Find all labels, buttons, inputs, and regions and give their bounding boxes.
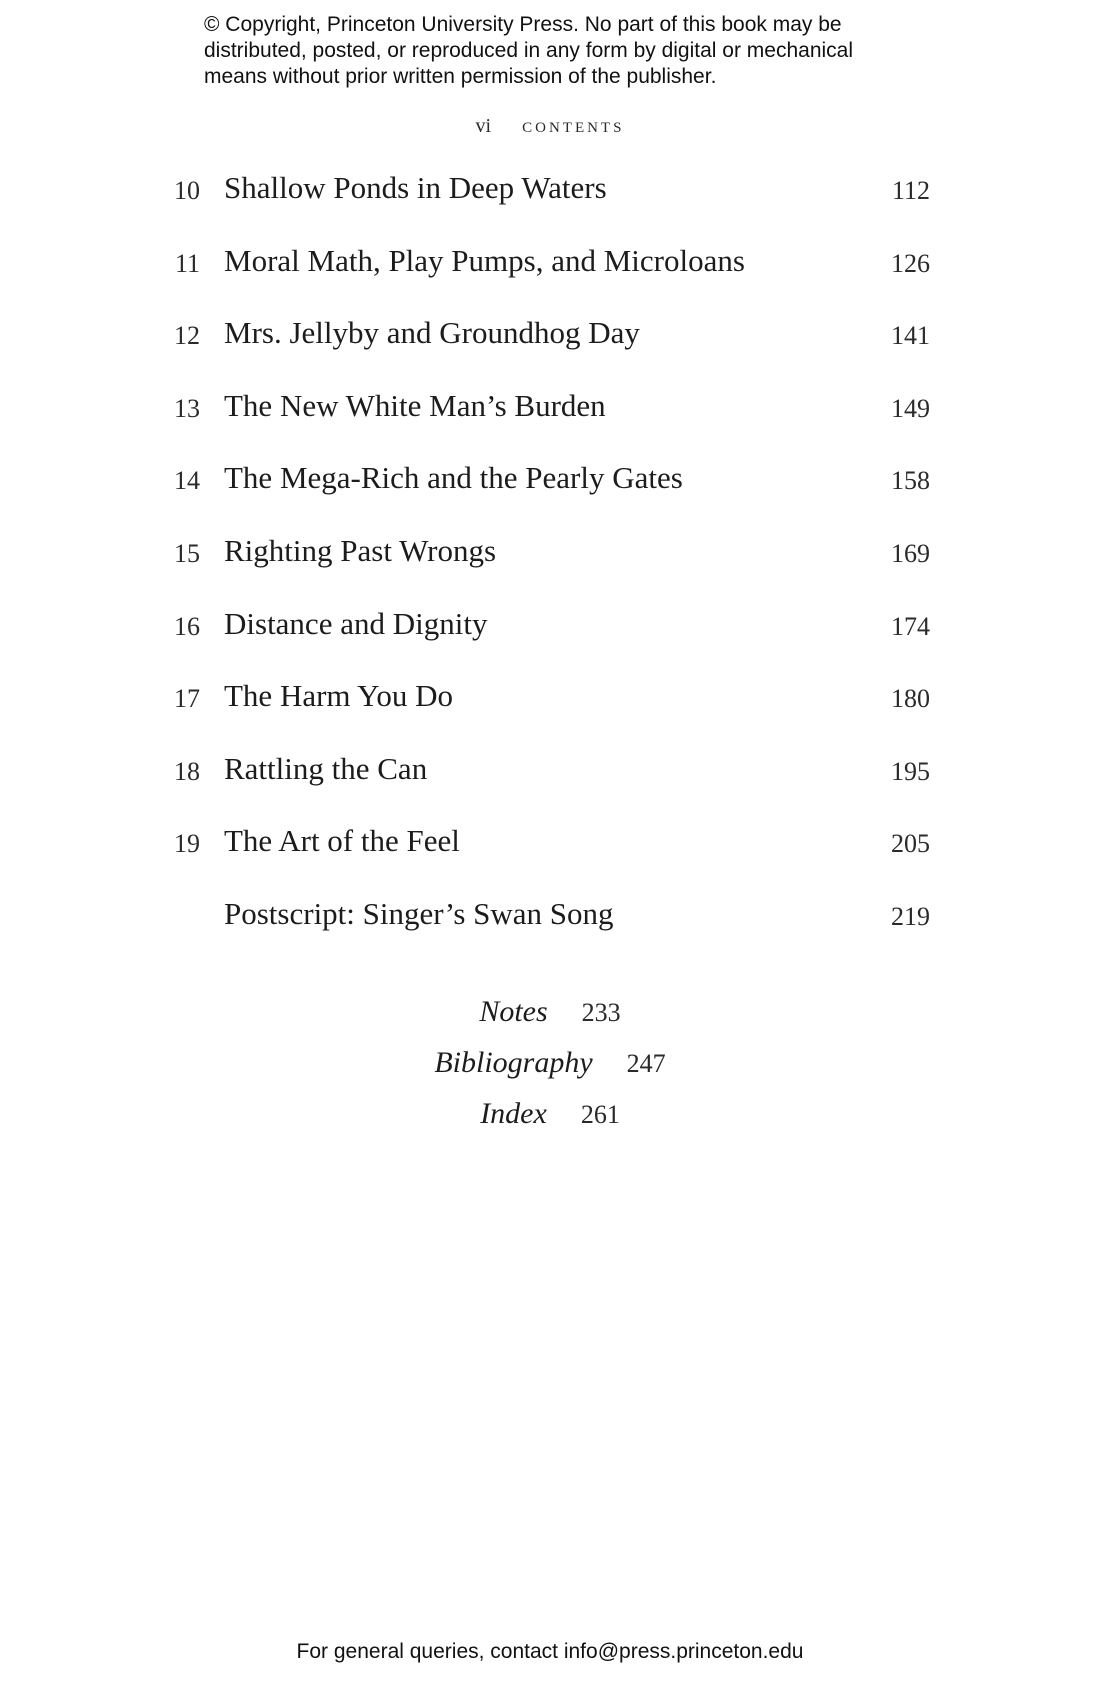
page-number: 261 bbox=[580, 1100, 620, 1129]
copyright-line: © Copyright, Princeton University Press. No part of this book may be bbox=[204, 13, 842, 36]
chapter-number: 11 bbox=[174, 248, 200, 278]
chapter-number: 16 bbox=[174, 611, 200, 641]
chapter-title: Distance and Dignity bbox=[224, 605, 488, 641]
chapter-number: 12 bbox=[174, 321, 200, 351]
page-number: 180 bbox=[891, 684, 930, 714]
page-number: 158 bbox=[891, 466, 930, 496]
running-head bbox=[0, 112, 1100, 138]
page-number: 149 bbox=[891, 393, 930, 423]
page-number: 219 bbox=[891, 901, 930, 931]
chapter-title: Moral Math, Play Pumps, and Microloans bbox=[224, 242, 745, 278]
toc-entry[interactable] bbox=[150, 529, 930, 602]
copyright-notice bbox=[204, 12, 924, 90]
toc-entry[interactable] bbox=[150, 311, 930, 384]
backmatter-label: Notes bbox=[479, 995, 548, 1028]
chapter-number: 14 bbox=[174, 466, 200, 496]
backmatter-label: Index bbox=[480, 1097, 547, 1130]
chapter-number: 13 bbox=[174, 393, 200, 423]
back-matter bbox=[0, 986, 1100, 1139]
backmatter-entry-index[interactable] bbox=[0, 1088, 1100, 1139]
toc-entry[interactable] bbox=[150, 602, 930, 675]
toc-entry[interactable] bbox=[150, 239, 930, 312]
page-number: 169 bbox=[891, 538, 930, 568]
chapter-title: The Harm You Do bbox=[224, 678, 454, 714]
running-head-title: contents bbox=[522, 112, 625, 137]
backmatter-label: Bibliography bbox=[434, 1046, 593, 1079]
toc-entry[interactable] bbox=[150, 456, 930, 529]
toc-entry[interactable] bbox=[150, 747, 930, 820]
chapter-title: Mrs. Jellyby and Groundhog Day bbox=[224, 315, 640, 351]
page-number: 205 bbox=[891, 829, 930, 859]
page-number: 247 bbox=[626, 1049, 666, 1078]
backmatter-entry-bibliography[interactable] bbox=[0, 1037, 1100, 1088]
chapter-title: Shallow Ponds in Deep Waters bbox=[224, 170, 607, 205]
toc-entry[interactable] bbox=[150, 166, 930, 239]
page-number: 141 bbox=[891, 321, 930, 351]
chapter-number: 10 bbox=[174, 176, 200, 205]
chapter-number: 15 bbox=[174, 538, 200, 568]
toc-entry[interactable] bbox=[150, 384, 930, 457]
toc-entry-postscript[interactable] bbox=[150, 892, 930, 965]
chapter-title: Righting Past Wrongs bbox=[224, 532, 497, 568]
chapter-title: The Mega-Rich and the Pearly Gates bbox=[224, 460, 683, 496]
chapter-title: The New White Man’s Burden bbox=[224, 387, 606, 423]
page-number: 126 bbox=[891, 248, 930, 278]
page-folio: vi bbox=[475, 115, 492, 137]
chapter-title: The Art of the Feel bbox=[224, 823, 460, 859]
page-number: 233 bbox=[581, 998, 621, 1027]
table-of-contents bbox=[150, 166, 930, 965]
backmatter-entry-notes[interactable] bbox=[0, 986, 1100, 1037]
footer-contact: For general queries, contact info@press.princeton.edu bbox=[296, 1640, 804, 1663]
page-number: 174 bbox=[891, 611, 930, 641]
toc-entry[interactable] bbox=[150, 674, 930, 747]
copyright-line: distributed, posted, or reproduced in any form by digital or mechanical bbox=[204, 39, 854, 62]
chapter-title: Postscript: Singer’s Swan Song bbox=[224, 895, 614, 931]
page-number: 112 bbox=[891, 176, 930, 205]
chapter-number: 19 bbox=[174, 829, 200, 859]
chapter-number: 17 bbox=[174, 684, 200, 714]
copyright-line: means without prior written permission of the publisher. bbox=[204, 65, 717, 88]
chapter-title: Rattling the Can bbox=[224, 750, 428, 786]
toc-entry[interactable] bbox=[150, 819, 930, 892]
chapter-number: 18 bbox=[174, 756, 200, 786]
page-number: 195 bbox=[891, 756, 930, 786]
